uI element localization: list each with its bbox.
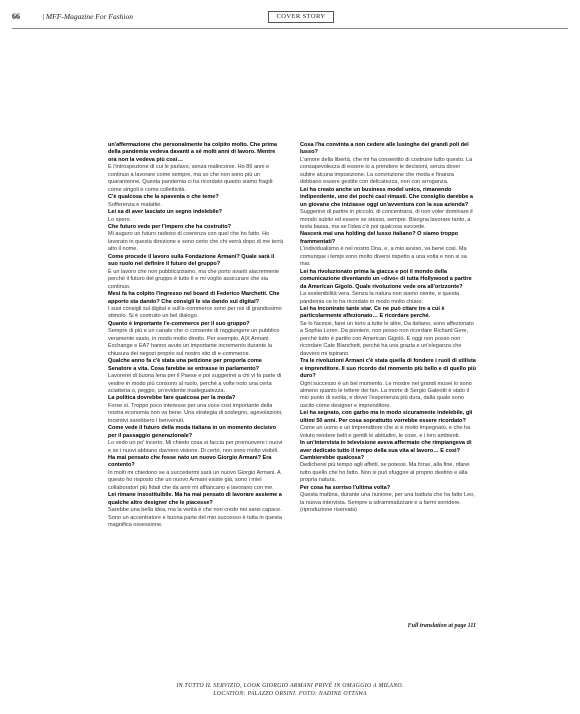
interview-answer: Questa mattina, durante una riunione, per una battuta che ha fatto Leo, la nuova intervista. Sempre a sdrammatizzare e a farmi sorridere. (riproduzione riservata) (300, 492, 475, 514)
interview-answer: In molti mi chiedono se a succedermi sarà un nuovo Giorgio Armani. A questo ho risposto che un nuovo Armani esiste già, sono i miei collaboratori più fidati che da anni mi affiancano e lavorano con me. (108, 469, 281, 491)
interview-question: Lei rimane insostituibile. Ma ha mai pensato di lavorare assieme a qualche altro designer che le piacesse? (108, 492, 282, 506)
interview-question: In un'intervista in televisione aveva affermato che rimpiangeva di aver dedicato tutto il tempo della sua vita al lavoro… E così? Cambierebbe qualcosa? (300, 440, 472, 462)
interview-answer: La sostenibilità vera. Senza la natura non siamo niente, e questa pandemia ce lo ha ricordato in modo molto chiaro. (300, 291, 460, 305)
interview-question: Nascerà mai una holding del lusso italiano? O siamo troppo frammentati? (300, 231, 459, 245)
interview-question: Lei ha rivoluzionato prima la giacca e poi il mondo della comunicazione diventando un «divo» di tutta Hollywood a partire da American Gigolò. Quale rivoluzione vede ora all'orizzonte? (300, 268, 472, 290)
left-column (108, 142, 284, 530)
caption-line: IN TUTTO IL SERVIZIO, LOOK GIORGIO ARMANI PRIVÉ IN OMAGGIO A MILANO. (176, 683, 404, 689)
interview-answer: L'amore della libertà, che mi ha consentito di costruire tutto questo. La consapevolezza di essere io a prendere le decisioni, senza dover subire alcuna imposizione. La convinzione che moda e finanza debbano essere gestite con delicatezza, non con arroganza. (300, 156, 473, 186)
interview-question: Lei ha segnato, con garbo ma in modo sicuramente indelebile, gli ultimi 50 anni. Per cosa soprattutto vorrebbe essere ricordato? (300, 410, 473, 424)
interview-answer: Lo vedo un po' incerto. Mi chiedo cosa si faccia per promuovere i nuovi e se i nuovi abbiano davvero visione. Di certo, non sono molto visibili. (108, 440, 283, 454)
interview-answer: Ogni successo è un bel momento. Le mostre nei grandi musei lo sono almeno quanto le lettere dei fan. La morte di Sergio Galeotti è stato il mio punto di svolta, e dover l'esperienza più dura, dalla quale sono uscito come designer e imprenditore. (300, 380, 472, 409)
interview-answer: Sofferenza e malattie. (108, 201, 162, 208)
caption-line: LOCATION: PALAZZO ORSINI. FOTO: NADINE OTTAWA (213, 690, 367, 697)
interview-question: C'è qualcosa che la spaventa o che teme? (108, 194, 219, 201)
interview-answer: Sarebbe una bella idea, ma la verità è che non credo nei sarei capace. Sono un accentratore e buona parte del mio successo è tutta in questa magnifica ossessione. (108, 507, 282, 529)
interview-answer: E l'introspezione di cui le parlavo, senza malinconie. Ho 86 anni e continuo a lavorare come sempre, ma so che non sono più un quarantenne. Questa pandemia ci ha ricordato quanto siamo fragili: come singoli e come collettività. (108, 164, 274, 193)
interview-question: Lei ha incontrato tante star. Ce ne può citare tre a cui è particolarmente affezionato… E ricordare perché. (300, 305, 445, 320)
interview-answer: Forse sì. Troppo poco interesse per una voce così importante della nostra economia non va bene. Una strategia di sostegno, agevolazioni, incentivi sarebbero i benvenuti. (108, 402, 283, 424)
interview-answer: Dedicherei più tempo agli affetti, se potessi. Ma forse, alla fine, rifarei tutto quello che ho fatto. Non si può sfuggire al proprio destino e alla propria natura. (300, 462, 470, 484)
interview-question: Quanto è importante l'e-commerce per il suo gruppo? (108, 320, 250, 327)
interview-question: Lei sa di aver lasciato un segno indelebile? (108, 209, 223, 216)
interview-answer: L'individualismo è nel nostro Dna, e, a mio avviso, va bene così. Ma comunque i tempi sono molto diversi rispetto a una volta e non si sa mai. (300, 246, 467, 268)
interview-answer: Suggerirei di partire in piccolo, di concentrarsi, di non voler dominare il mondo subito ed essere se stesso, sempre. Bisogna lavorare tanto, a testa bassa, ma se l'idea c'è poi qualcosa succede. (300, 209, 473, 230)
interview-question: Per cosa ha sorriso l'ultima volta? (300, 484, 391, 491)
interview-answer: Lo spero. (108, 216, 132, 223)
interview-answer: Come un uomo e un imprenditore che si è molto impegnato, e che ha voluto rendere belli e gentili le abitudini, le cose, e i loro ambienti. (300, 425, 471, 439)
interview-answer: Mi auguro un futuro radioso di coerenza con quel che ho fatto. Ho lavorato in questa direzione e sono certo che chi verrà dopo di me terrà alto il nome. (108, 231, 284, 253)
interview-question: Ha mai pensato che fosse nato un nuovo Giorgio Armani? Era contento? (108, 455, 272, 469)
interview-question: Tra le rivoluzioni Armani c'è stata quella di fondere i ruoli di stilista e imprenditore. Il suo ricordo del momento più bello e di quello più duro? (300, 358, 476, 380)
page-header (12, 11, 568, 25)
full-translation-note: Full translation at page 111 (407, 623, 476, 629)
interview-question: Lei ha creato anche un business model unico, rimanendo indipendente, uno dei pochi casi rimasti. Che consiglio darebbe a un giovane che iniziasse oggi un'avventura con la sua azienda? (300, 186, 473, 208)
interview-question: La politica dovrebbe fare qualcosa per la moda? (108, 395, 236, 402)
interview-answer: Lavorerei di buona lena per il Paese e poi suggerirei a chi vi fa parte di vestire in modo più consono al ruolo, perché a volte noto una certa sciatteria o, peggio, un'evidente inadeguatezza. (108, 373, 282, 394)
page-number: 66 (12, 12, 20, 21)
interview-question: Qualche anno fa c'è stata una petizione per proporla come Senatore a vita. Cosa farebbe se entrasse in parlamento? (108, 358, 262, 372)
header-rule (12, 28, 568, 29)
interview-answer: Sempre di più e un canale che ci consente di raggiungere un pubblico veramente vasto, in modo molto diretto. Per esempio, A|X Armani Exchange e EA7 hanno avuto un importante incremento durante la chiusura dei negozi proprio sul nostro sito di e-commerce. (108, 328, 280, 357)
interview-answer: È un lavoro che non pubblicizziamo, ma che porto avanti alacremente perché il futuro del gruppo è tutto lì e mi voglio assicurare che sia continuo. (108, 268, 280, 290)
interview-question: Mesi fa ha colpito l'ingresso nel board di Federico Marchetti. Che apporto sta dando? Che consigli le sta dando sul digital? (108, 291, 280, 305)
section-label: COVER STORY (268, 11, 334, 23)
interview-answer: Se lo facessi, farei un torto a tutte le altre. Da italiano, sono affezionato a Sophia Loren. Da pioniere, non posso non ricordare Richard Gere, perché tutto è partito con American Gigolò. E oggi non posso non ricordare Cate Blanchett, perché ha una grazia e un'eleganza che davvero mi ispirano. (300, 320, 474, 357)
publication-name: | MFF-Magazine For Fashion (42, 12, 134, 21)
interview-question: un'affermazione che personalmente ha colpito molto. Che prima della pandemia vedeva davanti a sé molti anni di lavoro. Mentre ora non la vedeva più così… (108, 142, 277, 163)
photo-caption (150, 683, 430, 698)
right-column (300, 142, 476, 515)
interview-answer: I suoi consigli sul digital e sull'e-commerce sono per noi di grandissimo stimolo. Si è costruito un bel dialogo. (108, 305, 282, 320)
interview-question: Come procede il lavoro sulla Fondazione Armani? Quale sarà il suo ruolo nel definire il futuro del gruppo? (108, 253, 275, 268)
interview-question: Cosa l'ha convinta a non cedere alle lusinghe dei grandi poli del lusso? (300, 142, 469, 156)
interview-question: Come vede il futuro della moda italiana in un momento decisivo per il passaggio generazionale? (108, 425, 276, 439)
interview-question: Che futuro vede per l'impero che ha costruito? (108, 223, 232, 230)
